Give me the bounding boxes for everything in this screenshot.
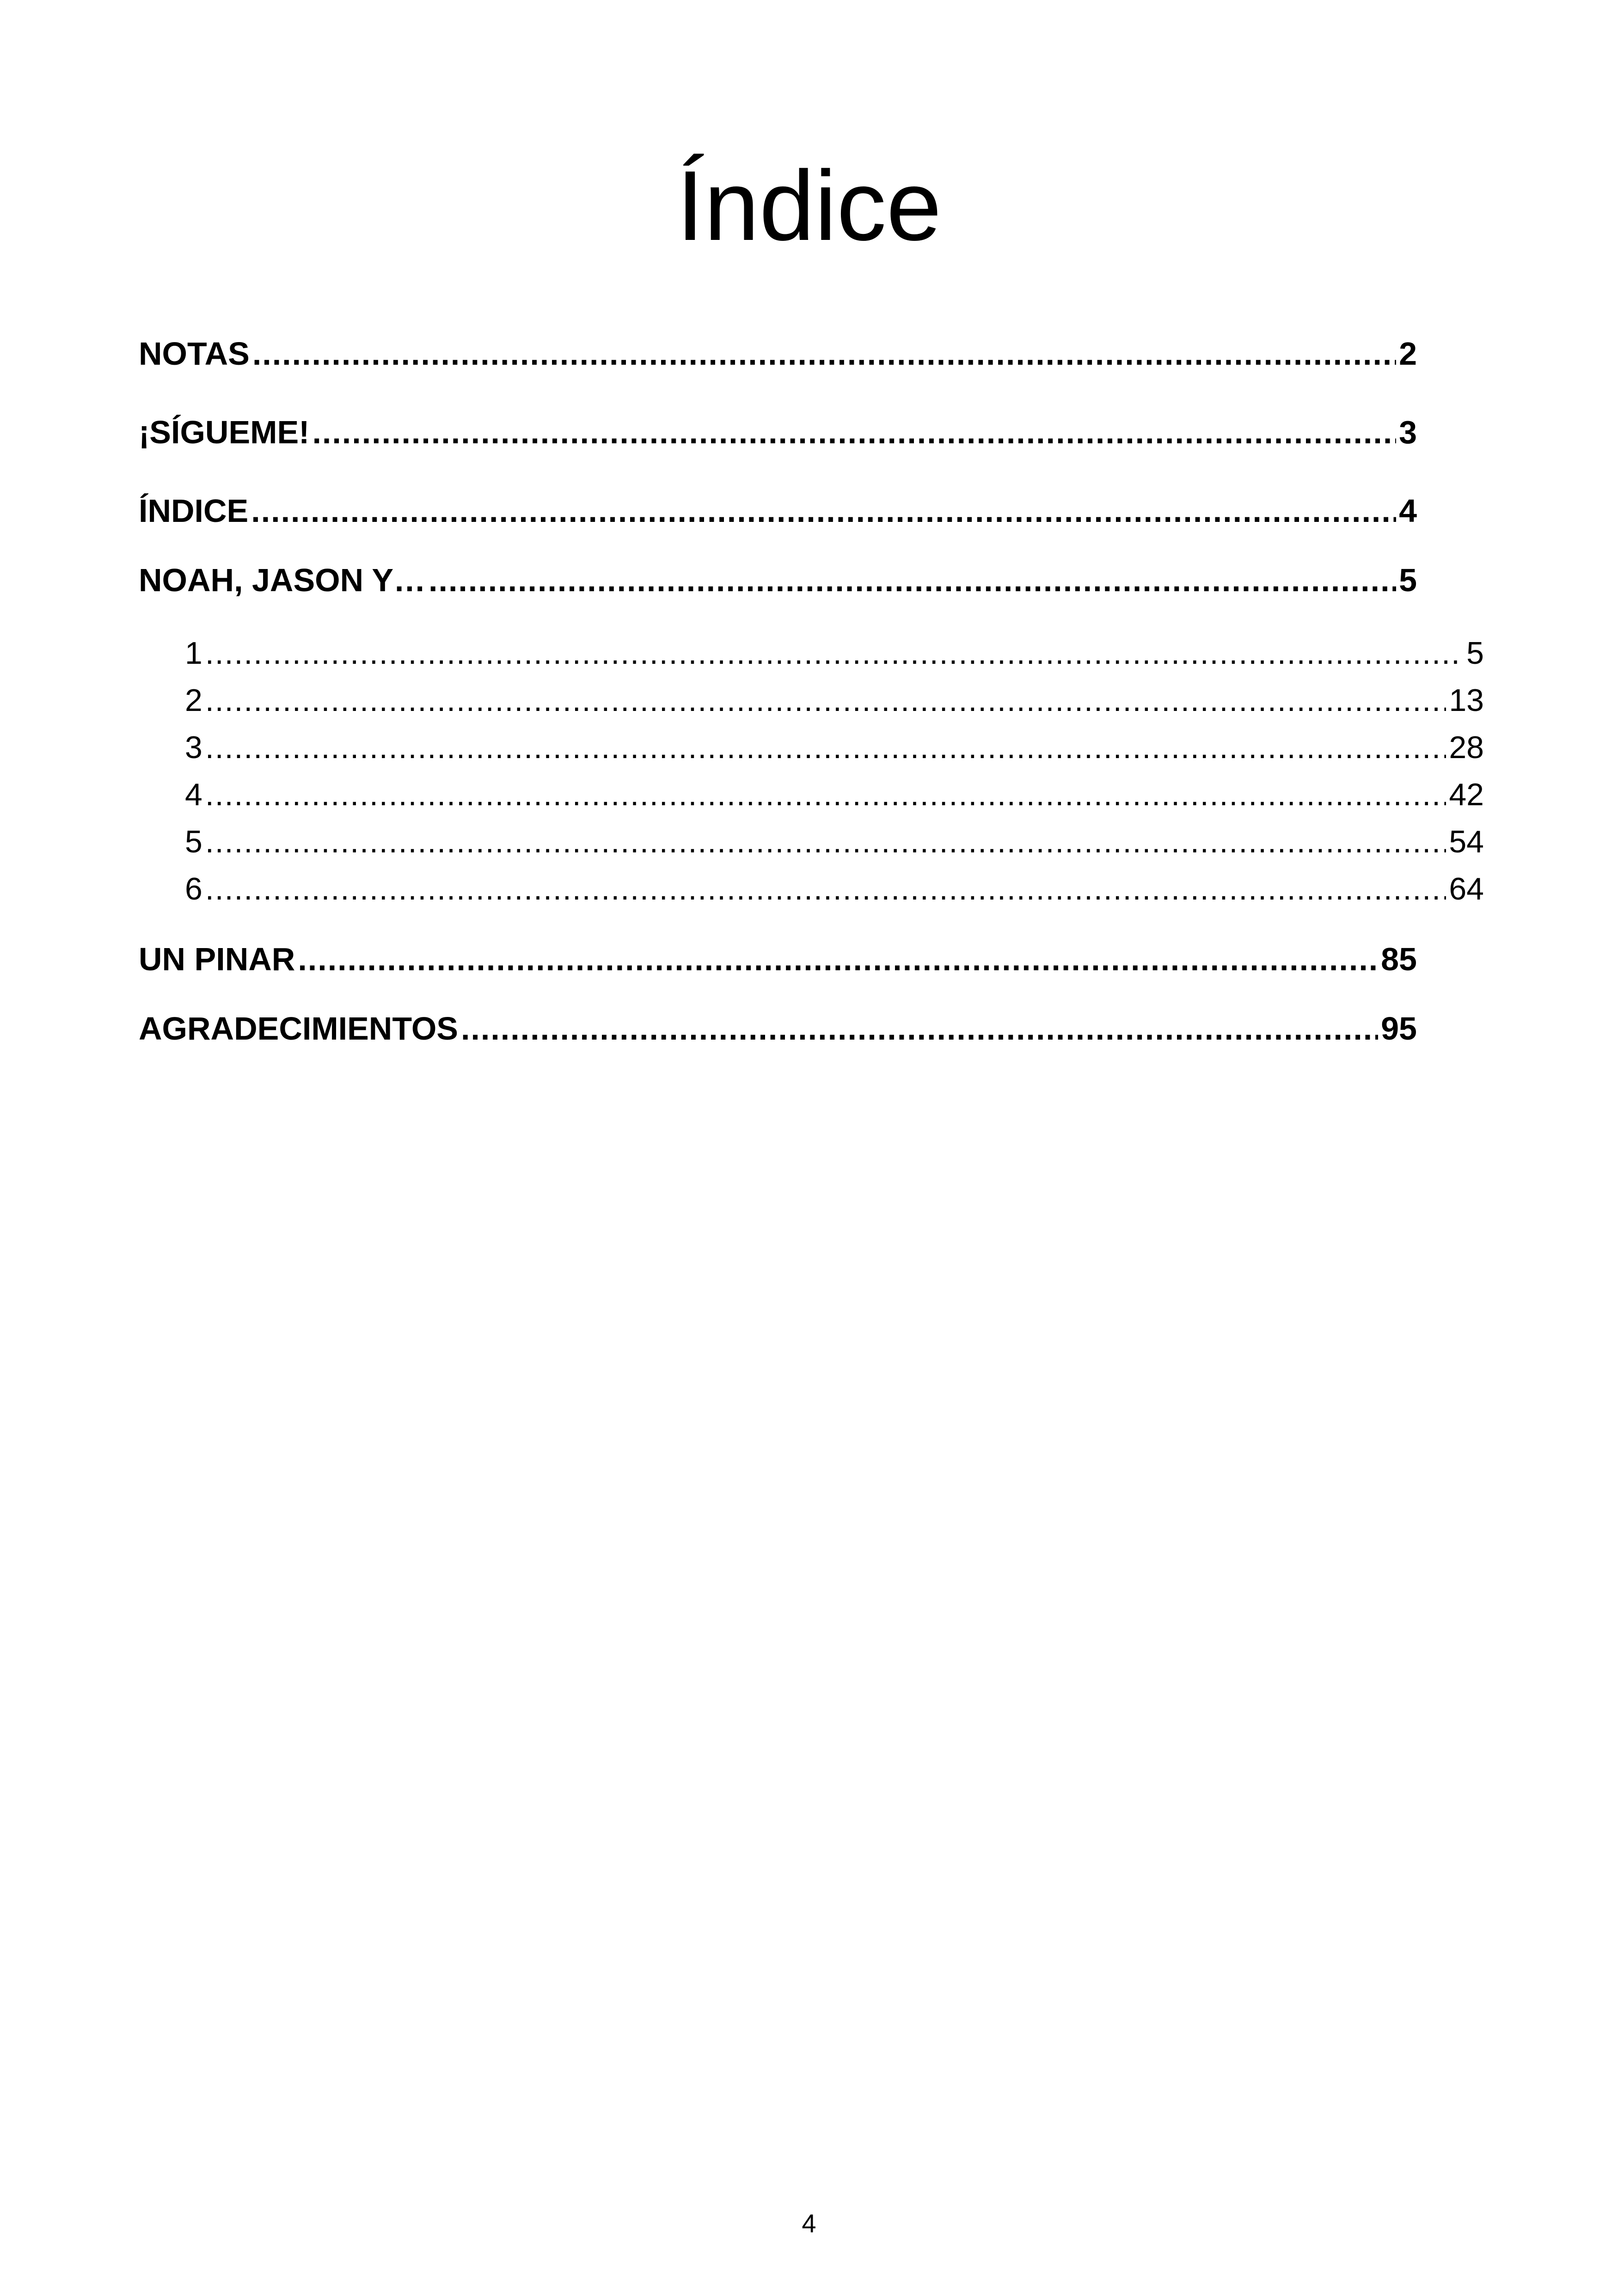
page-number: 4 [802,2209,816,2238]
toc-entry-notas[interactable] [139,331,1417,377]
toc-subentry-4[interactable] [185,772,1484,817]
toc-dot-leader [205,867,1446,911]
toc-entry-label: NOAH, JASON Y… [139,562,426,598]
toc-subentry-label: 3 [185,730,202,765]
toc-subentry-label: 4 [185,777,202,812]
toc-entry-page: 3 [1399,414,1417,450]
toc-entry-page: 4 [1399,493,1417,529]
toc-entry-label: NOTAS [139,336,250,372]
toc-subentry-page: 42 [1449,777,1484,812]
toc-dot-leader [298,936,1378,982]
toc-subentry-1[interactable] [185,631,1484,675]
toc-entry-noah-jason[interactable] [139,557,1417,603]
toc-subentry-label: 5 [185,824,202,859]
toc-subentry-page: 54 [1449,824,1484,859]
toc-entry-indice[interactable] [139,488,1417,534]
toc-subentry-3[interactable] [185,725,1484,770]
toc-subentry-2[interactable] [185,678,1484,722]
toc-dot-leader [205,631,1464,675]
toc-entry-label: ÍNDICE [139,493,249,529]
toc-entry-label: UN PINAR [139,941,295,977]
toc-dot-leader [205,772,1446,817]
toc-subentry-page: 13 [1449,683,1484,718]
toc-subentry-6[interactable] [185,867,1484,911]
toc-entry-agradecimientos[interactable] [139,1005,1417,1052]
toc-dot-leader [312,409,1396,455]
toc-subentry-page: 28 [1449,730,1484,765]
toc-entry-label: AGRADECIMIENTOS [139,1010,458,1047]
toc-subentry-label: 6 [185,871,202,906]
toc-entry-page: 2 [1399,336,1417,372]
toc-subentry-5[interactable] [185,820,1484,864]
toc-dot-leader [205,678,1446,722]
toc-dot-leader [252,331,1396,377]
toc-dot-leader [251,488,1396,534]
toc-dot-leader [461,1005,1378,1052]
toc-subentry-page: 5 [1466,636,1484,671]
toc-subentry-label: 1 [185,636,202,671]
toc-entry-sigueme[interactable] [139,409,1417,455]
toc-dot-leader [205,820,1446,864]
toc-entry-label: ¡SÍGUEME! [139,414,310,450]
toc-entry-page: 85 [1381,941,1417,977]
toc-dot-leader [205,725,1446,770]
toc-entry-page: 95 [1381,1010,1417,1047]
toc-dot-leader [429,557,1396,603]
page-title: Índice [676,150,942,261]
toc-entry-page: 5 [1399,562,1417,598]
toc-subentry-label: 2 [185,683,202,718]
toc-entry-un-pinar[interactable] [139,936,1417,982]
toc-subentry-page: 64 [1449,871,1484,906]
